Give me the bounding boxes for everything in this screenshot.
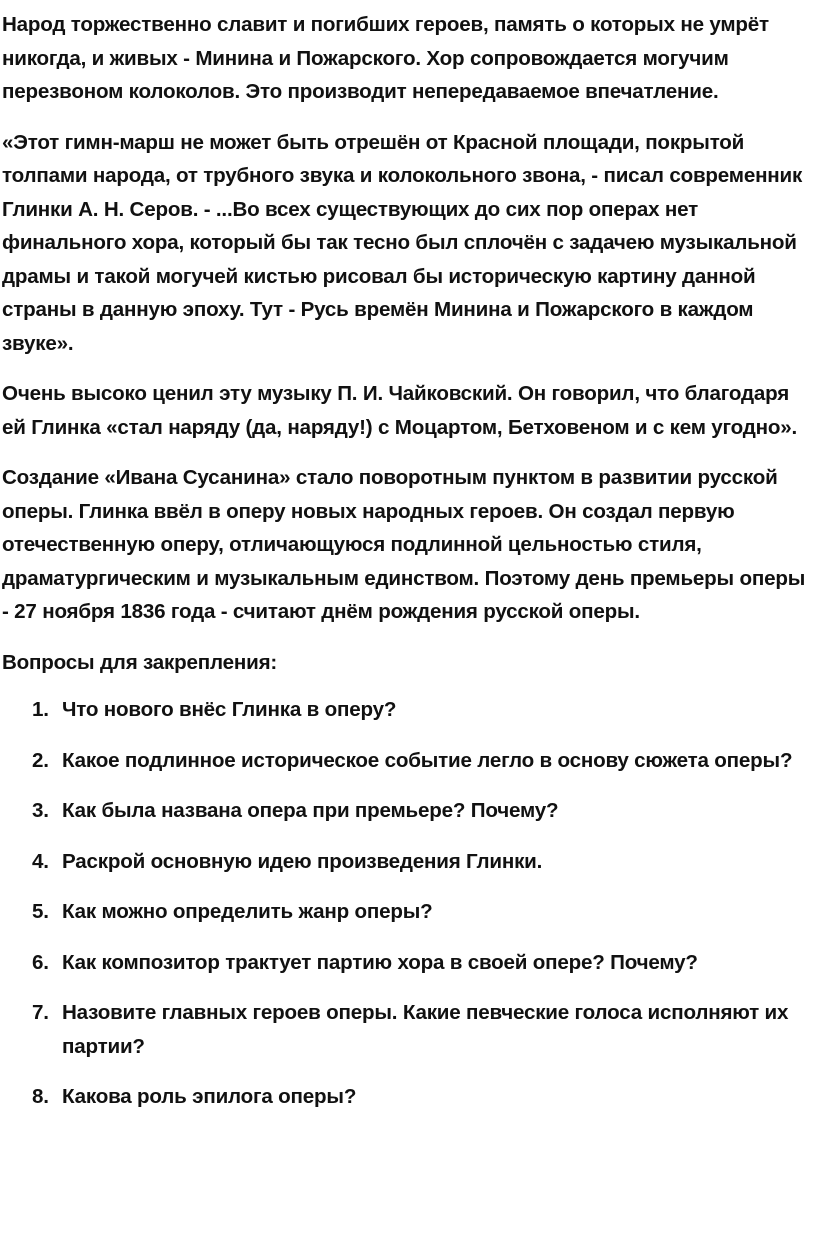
question-text: Как можно определить жанр оперы? [62, 900, 433, 923]
question-item [2, 845, 808, 879]
question-text: Как была названа опера при премьере? Почему? [62, 799, 559, 822]
question-text: Какое подлинное историческое событие легло в основу сюжета оперы? [62, 748, 793, 772]
paragraph-tchaikovsky: Очень высоко ценил эту музыку П. И. Чайковский. Он говорил, что благодаря ей Глинка «стал наряду (да, наряду!) с Моцартом, Бетховеном и с кем угодно». [2, 382, 798, 439]
question-item [2, 996, 808, 1063]
question-number: 1. [32, 698, 49, 721]
question-item [2, 895, 808, 929]
questions-list [2, 693, 808, 1114]
question-number: 6. [32, 950, 49, 974]
question-text: Какова роль эпилога оперы? [62, 1085, 357, 1108]
question-text: Раскрой основную идею произведения Глинки. [62, 849, 543, 873]
question-item [2, 1080, 808, 1114]
question-text: Как композитор трактует партию хора в своей опере? Почему? [62, 950, 698, 974]
question-number: 8. [32, 1085, 49, 1108]
question-text: Что нового внёс Глинка в оперу? [62, 698, 397, 721]
paragraph-ivan-susanin: Создание «Ивана Сусанина» стало поворотным пунктом в развитии русской оперы. Глинка ввёл в оперу новых народных героев. Он создал первую отечественную оперу, отличающуюся подлинной цельностью стиля, драматургическим и музыкальным единством. Поэтому день премьеры оперы - 27 ноября 1836 года - считают днём рождения русской оперы. [2, 466, 806, 623]
question-number: 4. [32, 849, 49, 873]
question-item [2, 946, 808, 980]
question-number: 5. [32, 900, 49, 923]
question-number: 3. [32, 799, 49, 822]
questions-heading: Вопросы для закрепления: [2, 650, 278, 674]
question-number: 7. [32, 1001, 49, 1024]
question-item [2, 693, 808, 727]
question-text: Назовите главных героев оперы. Какие певческие голоса исполняют их партии? [62, 1001, 789, 1058]
paragraph-people-glorify: Народ торжественно славит и погибших героев, память о которых не умрёт никогда, и живых - Минина и Пожарского. Хор сопровождается могучим перезвоном колоколов. Это производит непередаваемое впечатление. [2, 13, 769, 103]
question-item [2, 794, 808, 828]
question-item [2, 744, 808, 778]
question-number: 2. [32, 748, 49, 772]
paragraph-serov-quote: «Этот гимн-марш не может быть отрешён от Красной площади, покрытой толпами народа, от трубного звука и колокольного звона, - писал современник Глинки А. Н. Серов. - ...Во всех существующих до сих пор операх нет финального хора, который бы так тесно был сплочён с задачею музыкальной драмы и такой могучей кистью рисовал бы историческую картину данной страны в данную эпоху. Тут - Русь времён Минина и Пожарского в каждом звуке». [2, 130, 803, 355]
